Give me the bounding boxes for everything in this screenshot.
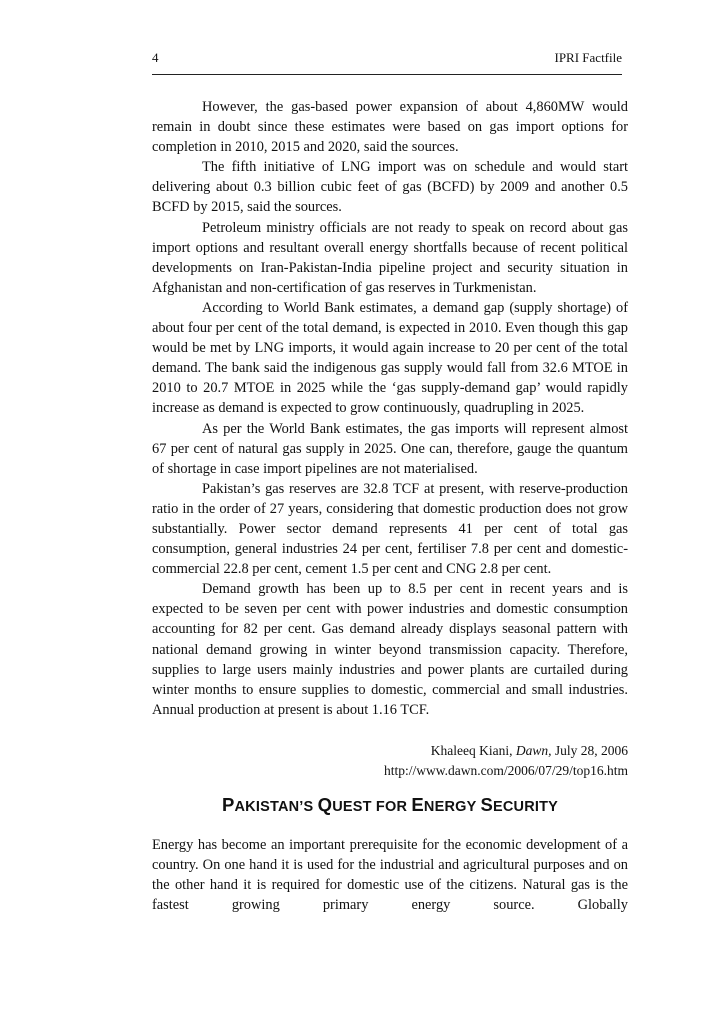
citation-publication: Dawn, — [515, 743, 552, 758]
source-citation — [152, 741, 628, 781]
paragraph: According to World Bank estimates, a demand gap (supply shortage) of about four per cent of the total demand, is expected in 2010. Even though this gap would be met by LNG imports, it would again increase to 20 per cent of the total demand. The bank said the indigenous gas supply would fall from 32.6 MTOE in 2010 to 20.7 MTOE in 2025 while the ‘gas supply-demand gap’ would rapidly increase as demand is expected to grow continuously, quadrupling in 2025. — [152, 299, 628, 417]
page-number: 4 — [152, 50, 159, 65]
running-title: IPRI Factfile — [554, 50, 622, 65]
title-cap: S — [480, 794, 493, 815]
title-rest: NERGY — [423, 799, 481, 815]
paragraph: Petroleum ministry officials are not ready to speak on record about gas import options and resultant overall energy shortfalls because of recent political developments on Iran-Pakistan-India pipeline project and security situation in Afghanistan and non-certification of gas reserves in Turkmenistan. — [152, 219, 628, 296]
title-rest: UEST FOR — [332, 799, 412, 815]
citation-author: Khaleeq Kiani, — [430, 743, 513, 758]
citation-line — [152, 741, 628, 761]
title-rest: AKISTAN’S — [234, 799, 318, 815]
section-body — [152, 835, 628, 915]
title-cap: E — [411, 794, 424, 815]
paragraph: Demand growth has been up to 8.5 per cent in recent years and is expected to be seven per cent with power industries and domestic consumption accounting for 82 per cent. Gas demand already displays seasonal pattern with national demand growing in winter beyond transmission capacity. Therefore, supplies to large users mainly industries and power plants are curtailed during winter months to ensure supplies to domestic, commercial and small industries. Annual production at present is about 1.16 TCF. — [152, 581, 628, 718]
header-rule — [152, 74, 622, 75]
title-cap: Q — [317, 794, 333, 815]
title-cap: P — [221, 794, 235, 815]
article-body — [152, 97, 628, 720]
section-title — [152, 794, 628, 816]
paragraph: As per the World Bank estimates, the gas imports will represent almost 67 per cent of natural gas supply in 2025. One can, therefore, gauge the quantum of shortage in case import pipelines are not materialised. — [152, 420, 628, 477]
citation-url: http://www.dawn.com/2006/07/29/top16.htm — [384, 763, 628, 778]
page-header — [152, 50, 622, 66]
paragraph: Energy has become an important prerequisite for the economic development of a country. On one hand it is used for the industrial and agricultural purposes and on the other hand it is required for domestic use of the citizens. Natural gas is the fastest growing primary energy source. Globally — [152, 837, 628, 914]
title-rest: ECURITY — [492, 799, 559, 815]
paragraph: The fifth initiative of LNG import was on schedule and would start delivering about 0.3 billion cubic feet of gas (BCFD) by 2009 and another 0.5 BCFD by 2015, said the sources. — [152, 159, 628, 216]
citation-date: July 28, 2006 — [554, 743, 628, 758]
paragraph: Pakistan’s gas reserves are 32.8 TCF at present, with reserve-production ratio in the order of 27 years, considering that domestic production does not grow substantially. Power sector demand represents 41 per cent of total gas consumption, general industries 24 per cent, fertiliser 7.8 per cent and domestic-commercial 22.8 per cent, cement 1.5 per cent and CNG 2.8 per cent. — [152, 480, 628, 578]
paragraph: However, the gas-based power expansion of about 4,860MW would remain in doubt since these estimates were based on gas import options for completion in 2010, 2015 and 2020, said the sources. — [152, 99, 628, 156]
